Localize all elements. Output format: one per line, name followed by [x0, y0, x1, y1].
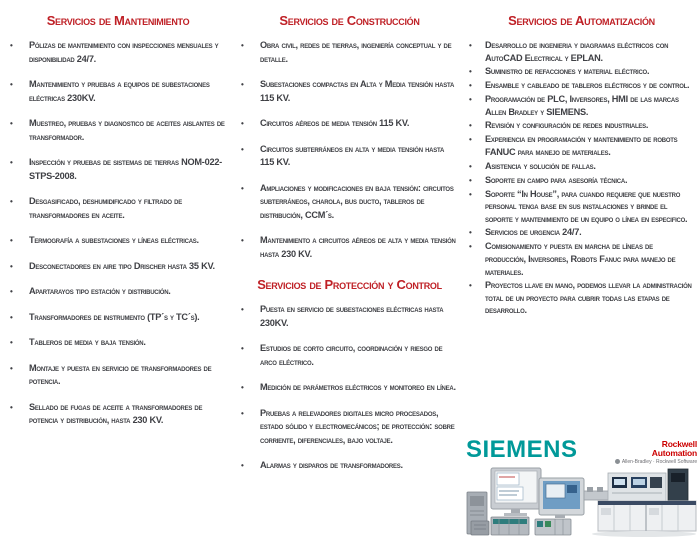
list-item	[241, 78, 458, 105]
list-item	[241, 381, 458, 395]
bullet-icon: •	[241, 183, 244, 193]
bullet-icon: •	[10, 197, 13, 206]
automation-header: Servicios de Automatización	[508, 13, 655, 28]
list-item	[469, 240, 694, 278]
siemens-products-image	[463, 467, 585, 539]
bullet-icon: •	[241, 305, 244, 314]
list-item	[241, 407, 458, 448]
list-item	[241, 182, 458, 223]
construction-header: Servicios de Construcción	[279, 13, 420, 28]
bullet-icon: •	[10, 338, 13, 347]
bullet-icon: •	[469, 81, 472, 91]
list-item	[10, 234, 226, 248]
bullet-icon: •	[469, 95, 472, 105]
list-item-text: Servicios de urgencia 24/7.	[485, 227, 582, 238]
list-item-text: Sellado de fugas de aceite a transformadores de potencia y distribución, hasta 230 KV.	[29, 401, 203, 425]
list-item	[10, 260, 226, 274]
siemens-logo: SIEMENS	[466, 436, 578, 463]
list-item	[241, 117, 458, 131]
list-item-text: Soporte en campo para asesoría técnica.	[485, 174, 628, 185]
bullet-icon: •	[469, 121, 472, 131]
list-item	[241, 342, 458, 369]
automation-list	[469, 39, 694, 317]
maintenance-header: Servicios de Mantenimiento	[46, 13, 190, 28]
list-item	[10, 336, 226, 350]
list-item-text: Soporte “In House”, para cuando requiere que nuestro personal tenga base en sus instalaciones y brinde el soporte y mantenimiento de un equipo o línea en especifico.	[485, 188, 688, 224]
bullet-icon: •	[469, 135, 472, 145]
list-item-text: Subestaciones compactas en Alta y Media tensión hasta 115 KV.	[260, 79, 455, 103]
list-item	[10, 39, 226, 66]
list-item-text: Alarmas y disparos de transformadores.	[260, 460, 403, 470]
bullet-icon: •	[10, 312, 13, 322]
list-item-text: Desarrollo de ingenieria y diagramas eléctricos con AutoCAD Electrical y EPLAN.	[485, 40, 669, 63]
rockwell-logo-line1: Rockwell	[661, 439, 697, 449]
list-item-text: Ampliaciones y modificaciones en baja tensión: circuitos subterráneos, charola, bus ducto, tableros de distribución, CCM´s.	[260, 182, 454, 220]
list-item	[469, 133, 694, 158]
list-item-text: Desgasificado, deshumidificado y filtrado de transformadores en aceite.	[29, 196, 182, 220]
list-item-text: Circuitos aéreos de media tensión 115 KV.	[260, 118, 410, 128]
list-item	[10, 156, 226, 183]
list-item-text: Mantenimiento y pruebas a equipos de subestaciones eléctricas 230KV.	[29, 79, 210, 103]
list-item-text: Estudios de corto circuito, coordinación y riesgo de arco eléctrico.	[260, 343, 443, 367]
list-item-text: Muestreo, pruebas y diagnostico de aceites aislantes de transformador.	[29, 118, 225, 142]
list-item	[469, 279, 694, 317]
bullet-icon: •	[469, 41, 472, 50]
list-item-text: Programación de PLC, Inversores, HMI de las marcas Allen Bradley y SIEMENS.	[485, 94, 679, 117]
bullet-icon: •	[241, 408, 244, 418]
list-item	[10, 195, 226, 222]
bullet-icon: •	[469, 175, 472, 185]
bullet-icon: •	[10, 287, 13, 296]
list-item-text: Montaje y puesta en servicio de transformadores de potencia.	[29, 362, 212, 386]
list-item	[241, 39, 458, 66]
list-item	[10, 117, 226, 144]
list-item-text: Pruebas a relevadores digitales micro procesados, estado sólido y electromecánicos; de protección: sobre corriente, diferenciales, bajo voltaje.	[260, 407, 455, 445]
list-item-text: Ensamble y cableado de tableros eléctricos y de control.	[485, 80, 690, 91]
list-item	[10, 362, 226, 389]
bullet-icon: •	[10, 119, 13, 128]
bullet-icon: •	[10, 261, 13, 271]
list-item-text: Tableros de media y baja tensión.	[29, 337, 146, 347]
construction-list	[241, 39, 458, 261]
bullet-icon: •	[10, 236, 13, 245]
rockwell-subtext-label: Allen-Bradley · Rockwell Software	[621, 459, 698, 465]
protection-header: Servicios de Protección y Control	[257, 277, 442, 292]
bullet-icon: •	[241, 144, 244, 154]
list-item	[469, 160, 694, 173]
bullet-icon: •	[469, 67, 472, 77]
bullet-icon: •	[241, 236, 244, 245]
list-item-text: Termografía a subestaciones y líneas eléctricas.	[29, 235, 199, 245]
list-item-text: Desconectadores en aire tipo Drischer hasta 35 KV.	[29, 260, 215, 271]
list-item	[469, 119, 694, 132]
bullet-icon: •	[241, 41, 244, 50]
bullet-icon: •	[241, 80, 244, 89]
rockwell-products-image	[584, 463, 698, 539]
list-item-text: Puesta en servicio de subestaciones eléctricas hasta 230KV.	[260, 304, 444, 328]
protection-list	[241, 303, 458, 473]
bullet-icon: •	[10, 363, 13, 373]
list-item	[10, 311, 226, 325]
rockwell-automation-logo	[628, 440, 697, 457]
list-item	[241, 234, 458, 261]
list-item-text: Comisionamiento y puesta en marcha de líneas de producción, Inversores, Robots Fanuc para manejo de materiales.	[485, 241, 676, 277]
list-item	[241, 143, 458, 170]
column-construction-protection	[241, 13, 458, 485]
list-item-text: Asistencia y solución de fallas.	[485, 160, 596, 171]
list-item	[469, 188, 694, 226]
list-item-text: Apartarayos tipo estación y distribución.	[29, 286, 171, 296]
list-item	[469, 65, 694, 78]
rockwell-logo-line2: Automation	[651, 447, 697, 458]
bullet-icon: •	[241, 461, 244, 470]
list-item-text: Mantenimiento a circuitos aéreos de alta y media tensión hasta 230 KV.	[260, 235, 456, 259]
bullet-icon: •	[469, 242, 472, 252]
list-item-text: Inspección y pruebas de sistemas de tierras NOM-022-STPS-2008.	[29, 157, 222, 181]
list-item-text: Suministro de refacciones y material eléctrico.	[485, 66, 650, 77]
bullet-icon: •	[469, 189, 472, 199]
list-item	[10, 285, 226, 299]
list-item-text: Medición de parámetros eléctricos y monitoreo en línea.	[260, 382, 456, 392]
bullet-icon: •	[241, 383, 244, 392]
bullet-icon: •	[469, 228, 472, 238]
list-item	[469, 226, 694, 239]
list-item-text: Experiencia en programación y mantenimiento de robots FANUC para manejo de materiales.	[485, 134, 678, 157]
list-item-text: Circuitos subterráneos en alta y media tensión hasta 115 KV.	[260, 143, 445, 167]
list-item-text: Transformadores de instrumento (TP´s y TC´s).	[29, 311, 200, 322]
column-automation	[469, 13, 694, 318]
list-item	[469, 39, 694, 64]
bullet-icon: •	[241, 119, 244, 128]
list-item	[10, 78, 226, 105]
bullet-icon: •	[10, 41, 13, 50]
list-item-text: Proyectos llave en mano, podemos llevar la administración total de un proyecto para cubrir todas las etapas de desarrollo.	[485, 280, 692, 316]
list-item	[10, 401, 226, 428]
bullet-icon: •	[469, 281, 472, 291]
bullet-icon: •	[10, 402, 13, 412]
list-item	[469, 93, 694, 118]
list-item	[469, 79, 694, 92]
list-item-text: Pólizas de mantenimiento con inspecciones mensuales y disponibilidad 24/7.	[29, 40, 219, 64]
list-item	[241, 459, 458, 473]
list-item-text: Revisión y configuración de redes industriales.	[485, 120, 649, 131]
bullet-icon: •	[469, 161, 472, 171]
column-maintenance	[10, 13, 226, 440]
bullet-icon: •	[10, 80, 13, 89]
list-item	[241, 303, 458, 330]
list-item	[469, 174, 694, 187]
maintenance-list	[10, 39, 226, 428]
bullet-icon: •	[241, 344, 244, 353]
bullet-icon: •	[10, 158, 13, 167]
list-item-text: Obra civil, redes de tierras, ingeniería conceptual y de detalle.	[260, 40, 452, 64]
